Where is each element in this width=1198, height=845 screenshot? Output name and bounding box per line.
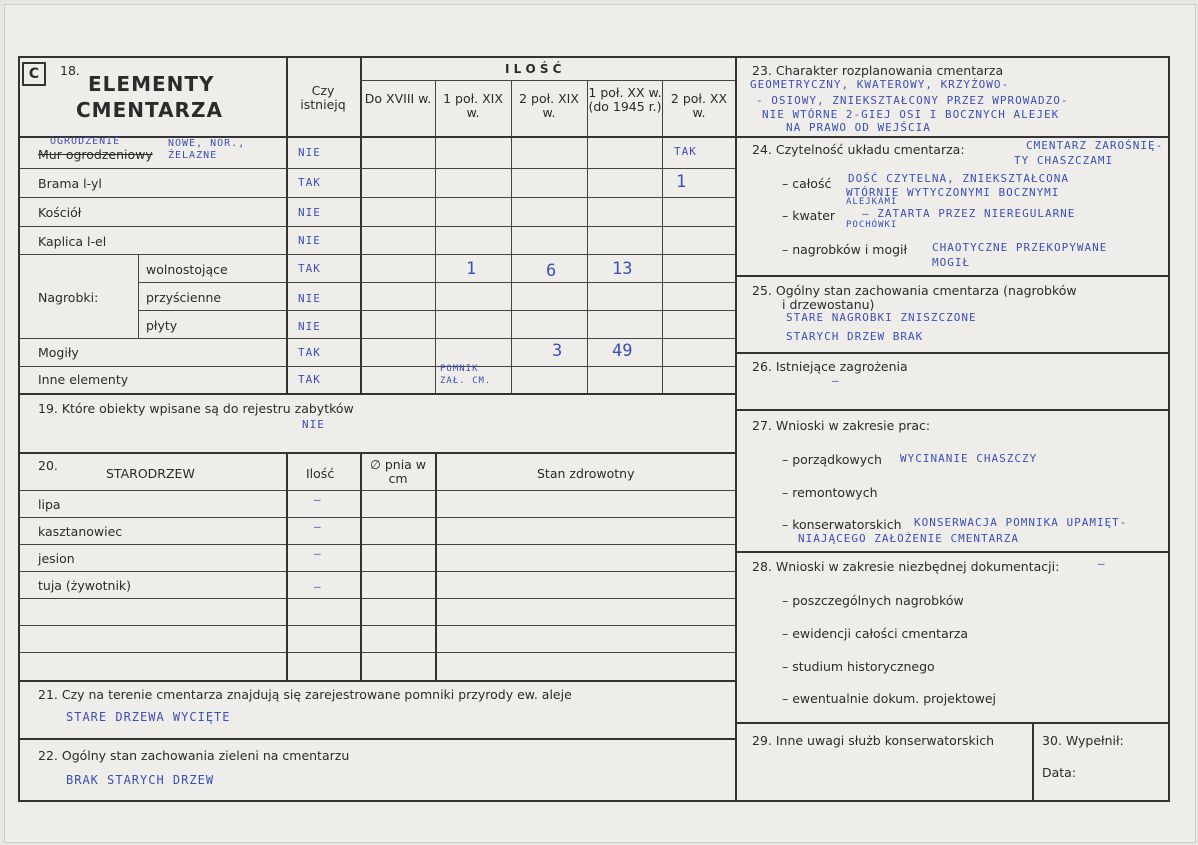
inne-1pol-xix-line2: ZAŁ. CM.	[440, 376, 492, 386]
brama-2pol-xx-value: 1	[676, 172, 687, 192]
s28-doc-nagrobkow: – poszczególnych nagrobków	[782, 593, 964, 608]
tree-row-name: jesion	[38, 551, 75, 566]
wolno-2pol-xix-value: 6	[546, 261, 557, 281]
s26-label: 26. Istniejące zagrożenia	[752, 359, 908, 374]
s24-calosc-hw3: ALEJKAMI	[846, 197, 898, 207]
row-plyty: płyty	[146, 318, 178, 333]
s29-label: 29. Inne uwagi służb konserwatorskich	[752, 733, 994, 748]
s28-doc-ewidencji: – ewidencji całości cmentarza	[782, 626, 969, 641]
tree-row-ilosc: —	[314, 547, 322, 560]
s30-label: 30. Wypełnił:	[1042, 733, 1124, 748]
s24-calosc-hw2: WTÓRNIE WYTYCZONYMI BOCZNYMI	[846, 186, 1060, 199]
s21-label: 21. Czy na terenie cmentarza znajdują się zarejestrowane pomniki przyrody ew. aleje	[38, 687, 572, 702]
col-do-xviii: Do XVIII w.	[364, 91, 432, 106]
inne-1pol-xix-line1: POMNIK	[440, 364, 479, 374]
tree-row-name: tuja (żywotnik)	[38, 578, 132, 593]
row-przyscienne: przyścienne	[146, 290, 222, 305]
s27-label: 27. Wnioski w zakresie prac:	[752, 418, 931, 433]
s24-calosc-label: – całość	[782, 176, 832, 191]
mogily-1pol-xx-value: 49	[612, 341, 633, 361]
row-kosciol: Kościół	[38, 205, 82, 220]
s24-calosc-hw1: DOŚĆ CZYTELNA, ZNIEKSZTAŁCONA	[848, 172, 1070, 185]
s25-label-line2: i drzewostanu)	[782, 297, 875, 312]
mur-2pol-xx-value: TAK	[674, 145, 697, 158]
s19-label: 19. Które obiekty wpisane są do rejestru zabytków	[38, 401, 354, 416]
row-mogily: Mogiły	[38, 345, 79, 360]
wolno-1pol-xix-value: 1	[466, 259, 477, 279]
tree-row-name: kasztanowiec	[38, 524, 123, 539]
mur-czy-value: NIE	[298, 146, 321, 159]
s30-date-label: Data:	[1042, 765, 1077, 780]
row-mur-ogrodzeniowy: Mur ogrodzeniowy	[38, 147, 153, 162]
tree-row-ilosc: —	[314, 493, 322, 506]
tree-row-ilosc: —	[314, 580, 322, 593]
s27-konserwatorskich-label: – konserwatorskich	[782, 517, 902, 532]
hw-zelazne: ŻELAZNE	[168, 150, 218, 161]
s18-number: 18.	[60, 63, 80, 78]
brama-czy-value: TAK	[298, 176, 321, 189]
s27-remontowych-label: – remontowych	[782, 485, 878, 500]
col-2pol-xix: 2 poł. XIX w.	[519, 91, 579, 120]
s22-answer: BRAK STARYCH DRZEW	[66, 773, 215, 787]
s24-hw-line1: CMENTARZ ZAROŚNIĘ-	[1026, 139, 1164, 152]
s27-porzadkowych-hw: WYCINANIE CHASZCZY	[900, 452, 1038, 465]
s24-kwater-hw2: POCHÓWKI	[846, 220, 898, 230]
ilosc-header: I L O Ś Ć	[505, 62, 562, 76]
inne-czy-value: TAK	[298, 373, 321, 386]
hw-nowe-nor: NOWE, NOR.,	[168, 138, 246, 149]
col-1pol-xix: 1 poł. XIX w.	[443, 91, 503, 120]
s20-title: STARODRZEW	[106, 466, 195, 481]
row-wolnostojace: wolnostojące	[146, 262, 228, 277]
s22-label: 22. Ogólny stan zachowania zieleni na cmentarzu	[38, 748, 350, 763]
kaplica-czy-value: NIE	[298, 234, 321, 247]
s24-nagrobkow-hw2: MOGIŁ	[932, 256, 971, 269]
wolno-1pol-xx-value: 13	[612, 259, 633, 279]
plyty-czy-value: NIE	[298, 320, 321, 333]
col-1pol-xx: 1 poł. XX w. (do 1945 r.)	[588, 85, 662, 114]
s23-hw-line3: NIE WTÓRNE 2-GIEJ OSI I BOCZNYCH ALEJEK	[762, 108, 1060, 121]
mogily-czy-value: TAK	[298, 346, 321, 359]
row-kaplica: Kaplica l-el	[38, 234, 107, 249]
s28-label: 28. Wnioski w zakresie niezbędnej dokumentacji:	[752, 559, 1060, 574]
mogily-2pol-xix-value: 3	[552, 341, 563, 361]
row-nagrobki: Nagrobki:	[38, 290, 99, 305]
s18-title-line1: ELEMENTY	[88, 72, 215, 96]
s24-label: 24. Czytelność układu cmentarza:	[752, 142, 965, 157]
s25-label-line1: 25. Ogólny stan zachowania cmentarza (nagrobków	[752, 283, 1077, 298]
row-inne-elementy: Inne elementy	[38, 372, 129, 387]
s28-doc-projektowej: – ewentualnie dokum. projektowej	[782, 691, 997, 706]
s24-kwater-hw1: – ZATARTA PRZEZ NIEREGULARNE	[862, 207, 1076, 220]
col-2pol-xx: 2 poł. XX w.	[670, 91, 728, 120]
section-letter-box: C	[22, 62, 46, 86]
s27-konserwatorskich-hw2: NIAJĄCEGO ZAŁOŻENIE CMENTARZA	[798, 532, 1020, 545]
s28-answer: —	[1098, 557, 1106, 570]
s23-hw-line1: GEOMETRYCZNY, KWATEROWY, KRZYŻOWO-	[750, 78, 1010, 91]
kosciol-czy-value: NIE	[298, 206, 321, 219]
col-czy-istnieja: Czy istniejq	[300, 83, 346, 112]
s27-porzadkowych-label: – porządkowych	[782, 452, 882, 467]
s24-nagrobkow-label: – nagrobków i mogił	[782, 242, 908, 257]
wolno-czy-value: TAK	[298, 262, 321, 275]
s25-hw-line2: STARYCH DRZEW BRAK	[786, 330, 924, 343]
s20-col-stan: Stan zdrowotny	[537, 466, 635, 481]
s27-konserwatorskich-hw1: KONSERWACJA POMNIKA UPAMIĘT-	[914, 516, 1128, 529]
s23-hw-line4: NA PRAWO OD WEJŚCIA	[786, 121, 931, 134]
s19-answer: NIE	[302, 418, 325, 431]
row-brama: Brama l-yl	[38, 176, 102, 191]
s24-nagrobkow-hw1: CHAOTYCZNE PRZEKOPYWANE	[932, 241, 1108, 254]
s25-hw-line1: STARE NAGROBKI ZNISZCZONE	[786, 311, 977, 324]
s24-kwater-label: – kwater	[782, 208, 836, 223]
s20-col-ilosc: Ilość	[306, 466, 335, 481]
przysc-czy-value: NIE	[298, 292, 321, 305]
tree-row-ilosc: —	[314, 520, 322, 533]
hw-ogrodzenie: OGRODZENIE	[50, 136, 121, 147]
s23-hw-line2: - OSIOWY, ZNIEKSZTAŁCONY PRZEZ WPROWADZO-	[756, 94, 1069, 107]
s18-title-line2: CMENTARZA	[76, 98, 223, 122]
s23-label: 23. Charakter rozplanowania cmentarza	[752, 63, 1004, 78]
s20-col-fi: ∅ pnia w cm	[369, 457, 427, 486]
s24-hw-line2: TY CHASZCZAMI	[1014, 154, 1114, 167]
s28-doc-studium: – studium historycznego	[782, 659, 935, 674]
s20-number: 20.	[38, 458, 58, 473]
s26-answer: —	[832, 374, 840, 387]
tree-row-name: lipa	[38, 497, 61, 512]
s21-answer: STARE DRZEWA WYCIĘTE	[66, 710, 231, 724]
